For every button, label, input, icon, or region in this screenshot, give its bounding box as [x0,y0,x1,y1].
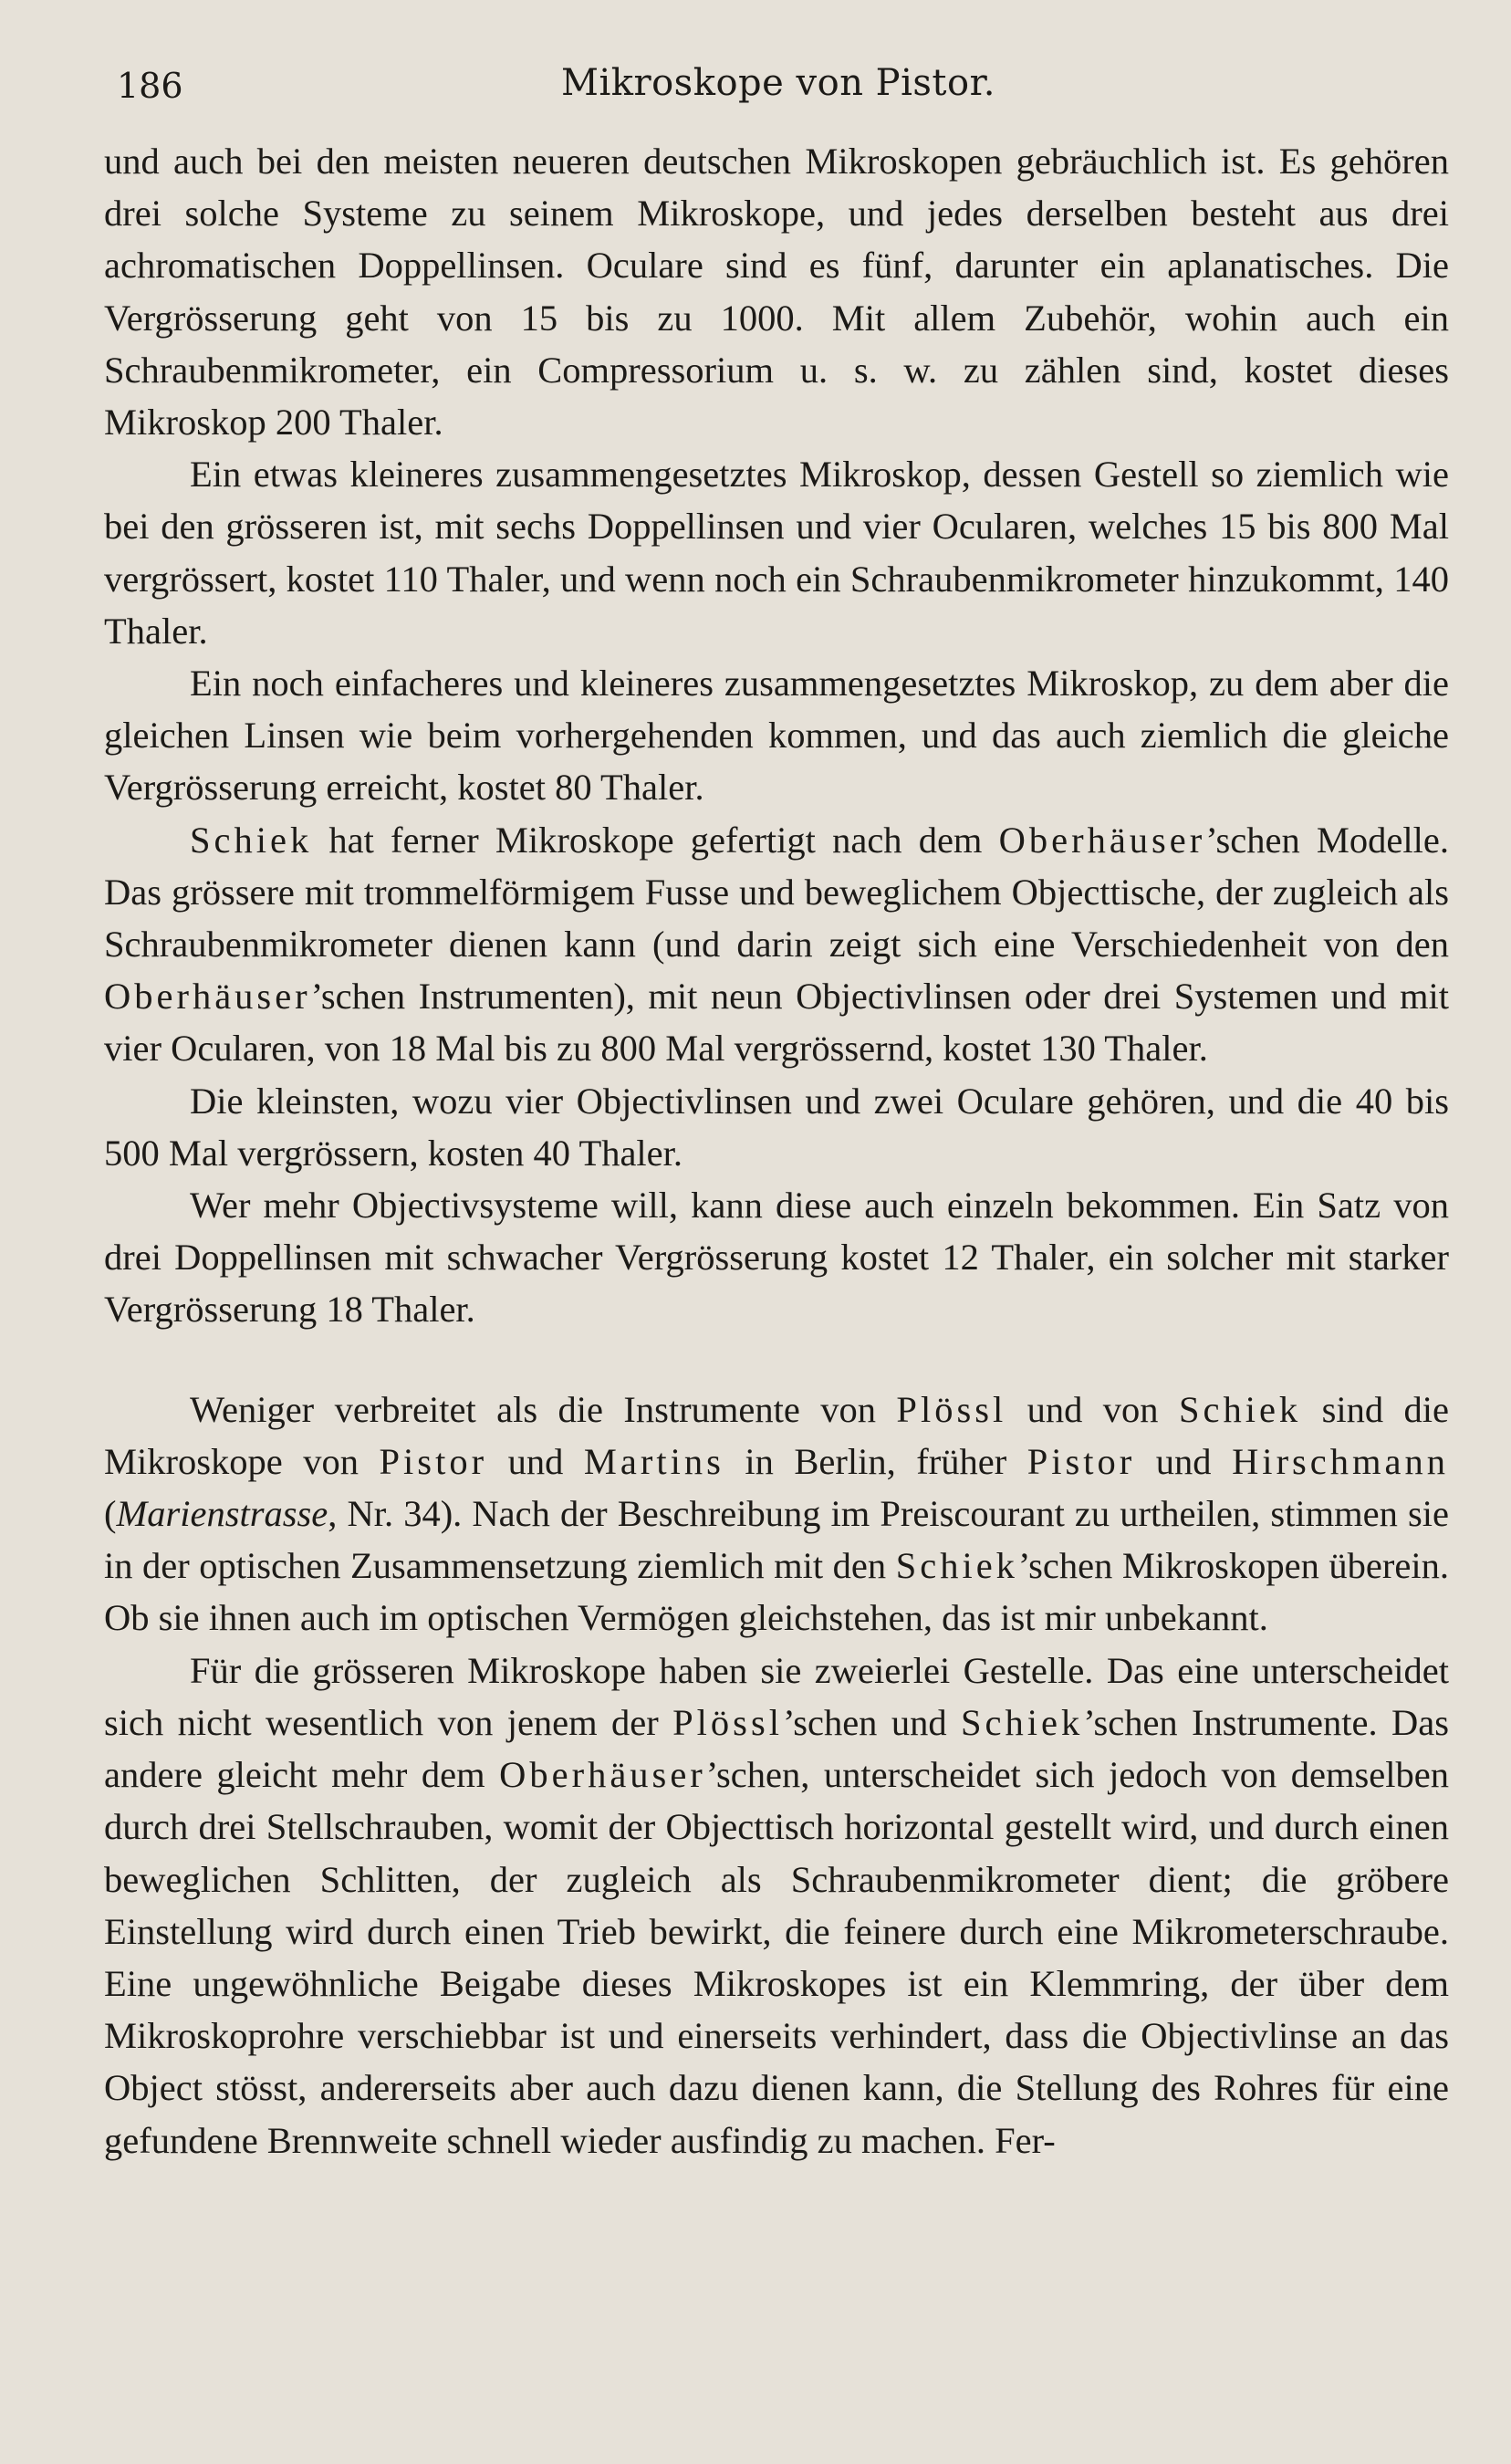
text-run: Ein etwas kleineres zusammengesetztes Mikroskop, dessen Gestell so ziemlich wie bei den grösseren ist, mit sechs Doppellinsen und vier Ocularen, welches 15 bis 800 Mal vergrössert, kostet 110 Thaler, und wenn noch ein Schraubenmikrometer hinzukommt, 140 Thaler. [104,454,1449,652]
running-title: Mikroskope von Pistor. [560,62,996,104]
text-run: und von [1006,1388,1179,1430]
italic-street-name: Marienstrasse [116,1493,328,1535]
paragraph-schiek-models [104,814,1449,1075]
paragraph-simpler-microscope [104,657,1449,814]
text-run: und [487,1440,584,1482]
text-run: Für die grösseren Mikroskope haben sie zweierlei Gestelle. Das eine unterscheidet sich nicht wesentlich von jenem der [104,1649,1449,1743]
paragraph-stands [104,1644,1449,2166]
text-run: ( [104,1493,117,1535]
text-run: Die kleinsten, wozu vier Objectivlinsen und zwei Oculare gehören, und die 40 bis 500 Mal vergrössern, kosten 40 Thaler. [104,1080,1449,1174]
text-run: , Nr. 34). Nach der Beschreibung im Preiscourant zu urtheilen, stimmen sie in der optischen Zusammensetzung ziemlich mit den [104,1493,1449,1587]
spaced-name: Oberhäuser [499,1754,706,1796]
paragraph-pistor-martins [104,1383,1449,1644]
text-run: ’schen Modelle. Das grössere mit trommelförmigem Fusse und beweglichem Objecttische, der zugleich als Schraubenmikrometer dienen kann (und darin zeigt sich eine Verschiedenheit von den [104,819,1449,966]
text-run: ’schen Instrumenten), mit neun Objectivlinsen oder drei Systemen und mit vier Ocularen, von 18 Mal bis zu 800 Mal vergrössernd, kostet 130 Thaler. [104,976,1449,1070]
text-run: ’schen Instrumente. Das andere gleicht mehr dem [104,1701,1449,1796]
paragraph-small-microscope [104,448,1449,657]
text-run: in Berlin, früher [724,1440,1027,1482]
spaced-name: Schiek [1178,1388,1302,1430]
spaced-name: Oberhäuser [104,976,311,1018]
spaced-name: Plössl [896,1388,1007,1430]
paragraph-continued [104,135,1449,448]
text-run: und [1135,1440,1233,1482]
spaced-name: Schiek [190,819,313,861]
spaced-name: Oberhäuser [998,819,1206,861]
spaced-name: Plössl [672,1701,783,1743]
spaced-name: Pistor [379,1440,488,1482]
text-run: Ein noch einfacheres und kleineres zusammengesetztes Mikroskop, zu dem aber die gleichen Linsen wie beim vorhergehenden kommen, und das auch ziemlich die gleiche Vergrösserung erreicht, kostet 80 Thaler. [104,663,1449,809]
spaced-name: Pistor [1026,1440,1136,1482]
spaced-name: Hirschmann [1232,1440,1450,1482]
text-run: Weniger verbreitet als die Instrumente von [190,1388,897,1430]
text-run: ’schen Mikroskopen überein. Ob sie ihnen auch im optischen Vermögen gleichstehen, das ist mir unbekannt. [104,1545,1449,1639]
paragraph-objective-systems [104,1179,1449,1336]
body-text [104,135,1449,2166]
page-number: 186 [117,66,183,106]
text-run: Wer mehr Objectivsysteme will, kann diese auch einzeln bekommen. Ein Satz von drei Doppellinsen mit schwacher Vergrösserung kostet 12 Thaler, ein solcher mit starker Vergrösserung 18 Thaler. [104,1185,1449,1331]
page-header [108,62,1449,117]
spaced-name: Schiek [960,1701,1084,1743]
text-run: sind die Mikroskope von [104,1388,1449,1482]
paragraph-smallest [104,1075,1449,1179]
spaced-name: Schiek [895,1545,1018,1587]
text-run: hat ferner Mikroskope gefertigt nach dem [312,819,999,861]
spaced-name: Martins [583,1440,724,1482]
text-run: ’schen, unterscheidet sich jedoch von demselben durch drei Stellschrauben, womit der Objecttisch horizontal gestellt wird, und durch einen beweglichen Schlitten, der zugleich als Schraubenmikrometer dient; die gröbere Einstellung wird durch einen Trieb bewirkt, die feinere durch eine Mikrometerschraube. Eine ungewöhnliche Beigabe dieses Mikroskopes ist ein Klemmring, der über dem Mikroskoprohre verschiebbar ist und einerseits verhindert, dass die Objectivlinse an das Object stösst, andererseits aber auch dazu dienen kann, die Stellung des Rohres für eine gefundene Brennweite schnell wieder ausfindig zu machen. Fer- [104,1754,1449,2161]
text-run: ’schen und [782,1701,961,1743]
text-run: und auch bei den meisten neueren deutschen Mikroskopen gebräuchlich ist. Es gehören drei solche Systeme zu seinem Mikroskope, und jedes derselben besteht aus drei achromatischen Doppellinsen. Oculare sind es fünf, darunter ein aplanatisches. Die Vergrösserung geht von 15 bis zu 1000. Mit allem Zubehör, wohin auch ein Schraubenmikrometer, ein Compressorium u. s. w. zu zählen sind, kostet dieses Mikroskop 200 Thaler. [104,141,1449,444]
